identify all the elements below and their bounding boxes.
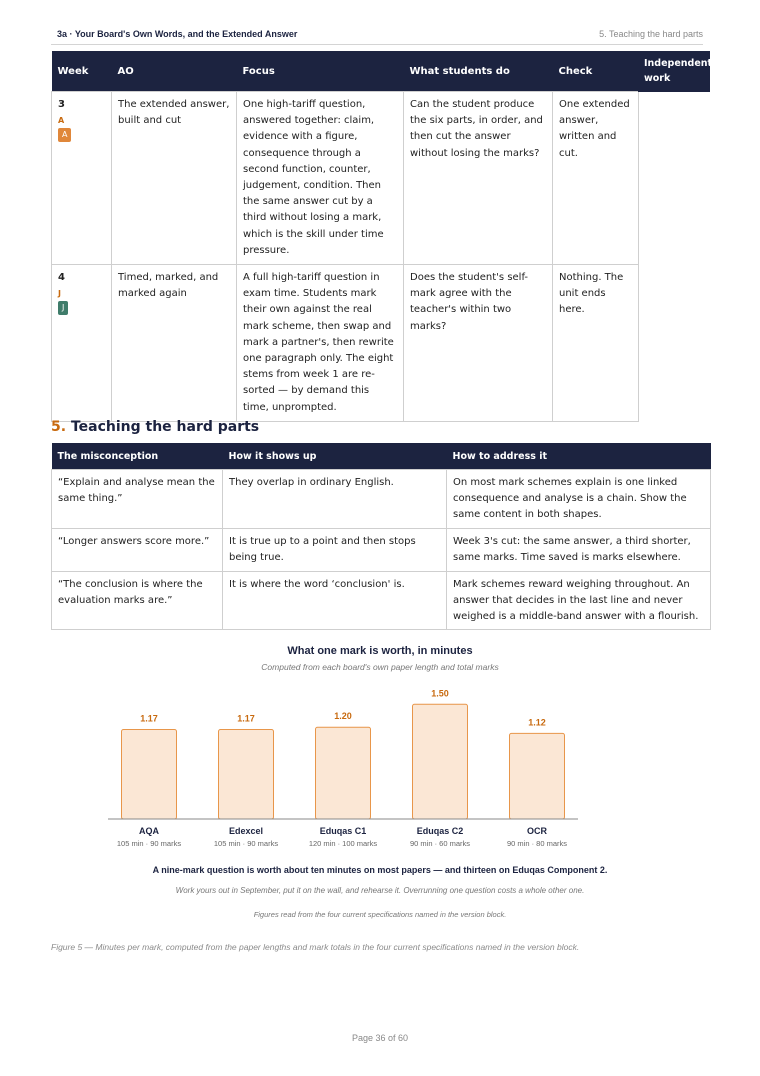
header-chapter-title: 3a · Your Board's Own Words, and the Extended Answer [57,29,298,39]
check-cell: Nothing. The unit ends here. [553,265,639,422]
col-header-misconception: The misconception [52,443,223,470]
chart-headline: A nine-mark question is worth about ten minutes on most papers — and thirteen on Eduqas Component 2. [152,865,608,875]
chart-bar [219,730,274,819]
chart-bar [413,704,468,819]
bar-value-label: 1.12 [528,717,546,728]
chart-subtitle: Computed from each board's own paper length and total marks [261,662,499,672]
x-tick-detail: 90 min · 60 marks [409,839,471,848]
col-header-week: Week [52,51,112,92]
header-section-title: 5. Teaching the hard parts [599,29,703,39]
unit-plan-table [51,51,639,422]
week-number: 3 [58,99,65,110]
section-title: Teaching the hard parts [70,419,260,435]
x-tick-label: OCR [527,826,547,836]
figure-caption: Figure 5 — Minutes per mark, computed from the paper lengths and mark totals in the four current specifications named in the version block. [51,942,580,952]
bar-value-label: 1.20 [334,711,352,722]
minutes-per-mark-chart [0,640,760,930]
table-row [52,265,639,422]
address-cell: Week 3's cut: the same answer, a third shorter, same marks. Time saved is marks elsewhere. [447,528,711,571]
chart-bar [510,733,565,819]
ao-cell: The extended answer, built and cut [112,92,237,265]
shows-up-cell: It is where the word ‘conclusion' is. [223,571,447,630]
shows-up-cell: It is true up to a point and then stops being true. [223,528,447,571]
table-row [52,470,711,529]
check-cell: One extended answer, written and cut. [553,92,639,265]
col-header-what-students-do: What students do [404,51,553,92]
running-header [51,27,703,45]
week-cell [52,265,112,422]
col-header-focus: Focus [237,51,404,92]
unit-plan-header-row [52,51,639,92]
section-number: 5. [51,419,67,435]
x-tick-detail: 105 min · 90 marks [116,839,182,848]
misconception-cell: “Explain and analyse mean the same thing.” [52,470,223,529]
col-header-how-to-address: How to address it [447,443,711,470]
table-row [52,571,711,630]
col-header-check: Check [553,51,639,92]
week-number: 4 [58,272,65,284]
x-tick-detail: 90 min · 80 marks [506,839,568,848]
students-cell: Does the student's self-mark agree with the teacher's within two marks? [404,265,553,422]
focus-cell: A full high-tariff question in exam time. Students mark their own against the real mark scheme, then swap and mark a partner's, then rewrite one paragraph only. The eight stems from week 1 are re-sorted — by demand this time, unprompted. [237,265,404,422]
chart-note: Work yours out in September, put it on the wall, and rehearse it. Overrunning one question costs a whole other one. [175,886,585,895]
ao-letter: A [58,116,65,126]
students-cell: Can the student produce the six parts, in order, and then cut the answer without losing the marks? [404,92,553,265]
ao-cell: Timed, marked, and marked again [112,265,237,422]
week-cell [52,92,112,265]
bar-value-label: 1.50 [431,688,449,699]
x-tick-label: Eduqas C2 [416,826,464,836]
chart-plot [0,640,760,860]
misconception-cell: “Longer answers score more.” [52,528,223,571]
col-header-independent-work: Independent work [638,51,710,92]
x-tick-detail: 120 min · 100 marks [308,839,378,848]
bar-value-label: 1.17 [140,713,158,724]
x-tick-label: AQA [139,826,159,836]
address-cell: Mark schemes reward weighing throughout. An answer that decides in the last line and never weighed is a middle-band answer with a flourish. [447,571,711,630]
chart-source: Figures read from the four current specifications named in the version block. [253,910,507,919]
table-row [52,528,711,571]
page-number: Page 36 of 60 [351,1033,409,1043]
section-heading [51,419,259,435]
bar-value-label: 1.17 [237,713,255,724]
x-tick-label: Edexcel [228,826,264,836]
col-header-how-it-shows-up: How it shows up [223,443,447,470]
chart-title: What one mark is worth, in minutes [287,645,473,657]
x-tick-label: Eduqas C1 [319,826,367,836]
address-cell: On most mark schemes explain is one linked consequence and analyse is a chain. Show the same content in both shapes. [447,470,711,529]
ao-letter: J [58,289,61,299]
ao-badge: A [58,128,71,142]
misconception-cell: “The conclusion is where the evaluation marks are.” [52,571,223,630]
misconceptions-header-row [52,443,711,470]
table-row [52,92,639,265]
col-header-ao: AO [112,51,237,92]
shows-up-cell: They overlap in ordinary English. [223,470,447,529]
misconceptions-table [51,443,711,630]
chart-bar [316,727,371,819]
ao-badge: J [58,301,68,315]
x-tick-detail: 105 min · 90 marks [213,839,279,848]
focus-cell: One high-tariff question, answered together: claim, evidence with a figure, consequence through a second function, counter, judgement, condition. Then the same answer cut by a third without losing a mark, which is the skill under time pressure. [237,92,404,265]
chart-bar [122,730,177,819]
